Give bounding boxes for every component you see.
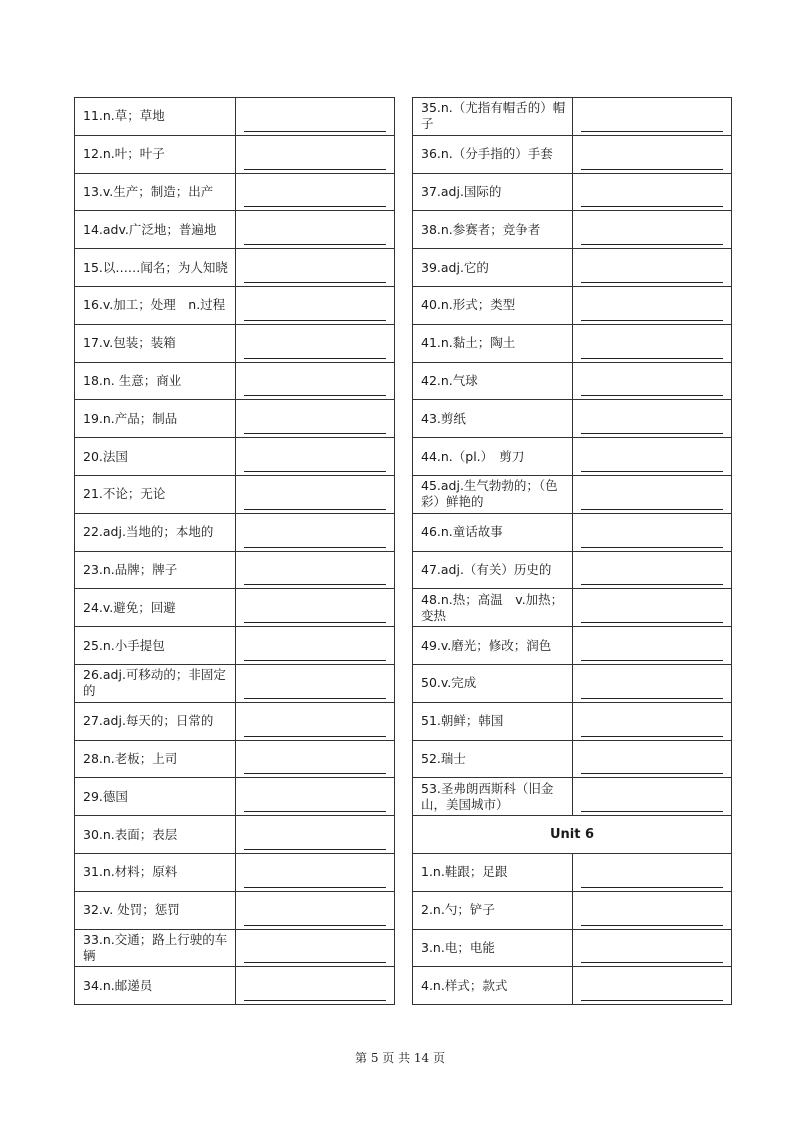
vocab-term: 21.不论；无论 — [75, 475, 236, 513]
vocab-term: 27.adj.每天的；日常的 — [75, 702, 236, 740]
answer-cell[interactable] — [236, 286, 395, 324]
vocab-row — [75, 664, 395, 702]
answer-cell[interactable] — [236, 816, 395, 854]
answer-blank-line — [581, 206, 723, 207]
vocab-row — [75, 135, 395, 173]
answer-blank-line — [244, 206, 386, 207]
vocab-row — [75, 475, 395, 513]
answer-blank-line — [581, 584, 723, 585]
answer-blank-line — [244, 320, 386, 321]
vocab-row — [413, 589, 732, 627]
answer-blank-line — [581, 773, 723, 774]
answer-cell[interactable] — [573, 891, 732, 929]
answer-blank-line — [581, 887, 723, 888]
answer-blank-line — [244, 547, 386, 548]
answer-cell[interactable] — [573, 135, 732, 173]
answer-cell[interactable] — [236, 589, 395, 627]
vocab-row — [413, 438, 732, 476]
vocab-term: 47.adj.（有关）历史的 — [413, 551, 573, 589]
vocab-term: 11.n.草；草地 — [75, 98, 236, 136]
answer-cell[interactable] — [573, 589, 732, 627]
vocab-row — [413, 475, 732, 513]
vocab-row — [75, 362, 395, 400]
answer-cell[interactable] — [573, 173, 732, 211]
answer-cell[interactable] — [573, 249, 732, 287]
vocab-term: 17.v.包装；装箱 — [75, 324, 236, 362]
vocab-row — [75, 929, 395, 967]
answer-cell[interactable] — [236, 98, 395, 136]
vocab-term: 12.n.叶；叶子 — [75, 135, 236, 173]
answer-blank-line — [244, 736, 386, 737]
vocab-row — [413, 513, 732, 551]
vocab-term: 50.v.完成 — [413, 664, 573, 702]
answer-blank-line — [581, 698, 723, 699]
answer-cell[interactable] — [236, 324, 395, 362]
vocab-term: 16.v.加工；处理 n.过程 — [75, 286, 236, 324]
vocab-term: 30.n.表面；表层 — [75, 816, 236, 854]
vocab-row — [413, 362, 732, 400]
vocab-row — [413, 211, 732, 249]
answer-cell[interactable] — [236, 853, 395, 891]
answer-blank-line — [244, 773, 386, 774]
vocab-term: 42.n.气球 — [413, 362, 573, 400]
vocab-term: 31.n.材料；原料 — [75, 853, 236, 891]
answer-cell[interactable] — [236, 249, 395, 287]
answer-cell[interactable] — [236, 967, 395, 1005]
vocab-row — [75, 853, 395, 891]
vocab-term: 19.n.产品；制品 — [75, 400, 236, 438]
answer-cell[interactable] — [573, 211, 732, 249]
answer-cell[interactable] — [236, 627, 395, 665]
vocab-row — [75, 816, 395, 854]
vocab-row — [75, 286, 395, 324]
answer-cell[interactable] — [236, 891, 395, 929]
answer-cell[interactable] — [236, 778, 395, 816]
vocab-table-right — [412, 97, 732, 1005]
answer-cell[interactable] — [573, 627, 732, 665]
vocab-term: 32.v. 处罚；惩罚 — [75, 891, 236, 929]
vocab-row — [413, 98, 732, 136]
answer-cell[interactable] — [236, 513, 395, 551]
answer-blank-line — [581, 962, 723, 963]
answer-cell[interactable] — [236, 438, 395, 476]
vocab-row — [75, 249, 395, 287]
vocab-row — [413, 400, 732, 438]
answer-cell[interactable] — [573, 362, 732, 400]
answer-cell[interactable] — [236, 702, 395, 740]
answer-cell[interactable] — [236, 211, 395, 249]
answer-blank-line — [244, 660, 386, 661]
vocab-term: 41.n.黏土；陶土 — [413, 324, 573, 362]
vocab-term: 28.n.老板；上司 — [75, 740, 236, 778]
answer-blank-line — [244, 1000, 386, 1001]
answer-cell[interactable] — [573, 664, 732, 702]
vocab-term: 24.v.避免；回避 — [75, 589, 236, 627]
vocab-row — [413, 627, 732, 665]
vocab-term: 35.n.（尤指有帽舌的）帽子 — [413, 98, 573, 136]
vocab-row — [75, 513, 395, 551]
vocab-term: 13.v.生产；制造；出产 — [75, 173, 236, 211]
answer-cell[interactable] — [573, 702, 732, 740]
vocab-term: 39.adj.它的 — [413, 249, 573, 287]
answer-cell[interactable] — [573, 324, 732, 362]
answer-blank-line — [581, 736, 723, 737]
vocab-term: 1.n.鞋跟；足跟 — [413, 853, 573, 891]
answer-blank-line — [581, 320, 723, 321]
vocab-term: 36.n.（分手指的）手套 — [413, 135, 573, 173]
vocab-term: 20.法国 — [75, 438, 236, 476]
vocab-term: 46.n.童话故事 — [413, 513, 573, 551]
answer-blank-line — [244, 433, 386, 434]
answer-cell[interactable] — [573, 98, 732, 136]
answer-blank-line — [581, 244, 723, 245]
answer-blank-line — [244, 584, 386, 585]
vocab-term: 44.n.（pl.） 剪刀 — [413, 438, 573, 476]
vocab-term: 51.朝鲜；韩国 — [413, 702, 573, 740]
vocab-table-left — [74, 97, 395, 1005]
vocab-term: 14.adv.广泛地；普遍地 — [75, 211, 236, 249]
vocab-row — [413, 778, 732, 816]
answer-blank-line — [581, 622, 723, 623]
answer-cell[interactable] — [573, 475, 732, 513]
answer-blank-line — [244, 962, 386, 963]
vocab-term: 4.n.样式；款式 — [413, 967, 573, 1005]
answer-cell[interactable] — [236, 740, 395, 778]
vocab-row — [75, 400, 395, 438]
vocab-row — [75, 778, 395, 816]
vocab-term: 22.adj.当地的；本地的 — [75, 513, 236, 551]
vocab-row — [75, 589, 395, 627]
vocab-term: 38.n.参赛者；竞争者 — [413, 211, 573, 249]
answer-blank-line — [581, 509, 723, 510]
unit-heading-row — [413, 816, 732, 854]
answer-cell[interactable] — [573, 513, 732, 551]
answer-blank-line — [581, 660, 723, 661]
vocab-row — [75, 438, 395, 476]
answer-blank-line — [244, 811, 386, 812]
answer-cell[interactable] — [236, 400, 395, 438]
answer-cell[interactable] — [573, 778, 732, 816]
vocab-row — [413, 853, 732, 891]
vocab-row — [75, 891, 395, 929]
answer-cell[interactable] — [236, 551, 395, 589]
answer-blank-line — [581, 358, 723, 359]
vocab-row — [413, 891, 732, 929]
answer-blank-line — [581, 282, 723, 283]
answer-cell[interactable] — [573, 438, 732, 476]
answer-blank-line — [581, 433, 723, 434]
vocab-term: 37.adj.国际的 — [413, 173, 573, 211]
answer-cell[interactable] — [573, 853, 732, 891]
page-footer: 第 5 页 共 14 页 — [355, 1051, 445, 1065]
answer-blank-line — [244, 358, 386, 359]
vocab-term: 26.adj.可移动的；非固定的 — [75, 664, 236, 702]
answer-blank-line — [244, 849, 386, 850]
vocab-term: 29.德国 — [75, 778, 236, 816]
answer-blank-line — [244, 509, 386, 510]
vocab-term: 34.n.邮递员 — [75, 967, 236, 1005]
vocab-term: 45.adj.生气勃勃的；（色彩）鲜艳的 — [413, 475, 573, 513]
answer-blank-line — [244, 395, 386, 396]
answer-blank-line — [244, 925, 386, 926]
answer-blank-line — [244, 169, 386, 170]
vocab-row — [75, 173, 395, 211]
answer-cell[interactable] — [573, 967, 732, 1005]
vocab-row — [75, 551, 395, 589]
answer-cell[interactable] — [236, 929, 395, 967]
answer-cell[interactable] — [236, 135, 395, 173]
answer-cell[interactable] — [236, 362, 395, 400]
answer-blank-line — [581, 1000, 723, 1001]
answer-blank-line — [244, 622, 386, 623]
vocab-term: 53.圣弗朗西斯科（旧金山，美国城市） — [413, 778, 573, 816]
answer-blank-line — [244, 244, 386, 245]
vocab-row — [413, 286, 732, 324]
vocab-row — [75, 967, 395, 1005]
answer-blank-line — [581, 547, 723, 548]
vocab-row — [75, 211, 395, 249]
answer-blank-line — [581, 395, 723, 396]
vocab-term: 23.n.品牌；牌子 — [75, 551, 236, 589]
vocab-term: 49.v.磨光；修改；润色 — [413, 627, 573, 665]
vocab-row — [75, 740, 395, 778]
vocab-row — [413, 929, 732, 967]
answer-cell[interactable] — [236, 475, 395, 513]
vocab-term: 52.瑞士 — [413, 740, 573, 778]
answer-blank-line — [581, 925, 723, 926]
vocab-row — [413, 249, 732, 287]
vocab-term: 33.n.交通；路上行驶的车辆 — [75, 929, 236, 967]
answer-blank-line — [244, 471, 386, 472]
answer-cell[interactable] — [573, 400, 732, 438]
answer-cell[interactable] — [573, 740, 732, 778]
answer-blank-line — [581, 471, 723, 472]
answer-blank-line — [581, 131, 723, 132]
vocab-row — [413, 664, 732, 702]
answer-blank-line — [581, 811, 723, 812]
answer-blank-line — [244, 698, 386, 699]
vocab-row — [75, 702, 395, 740]
answer-cell[interactable] — [573, 929, 732, 967]
vocab-row — [413, 324, 732, 362]
vocab-term: 48.n.热；高温 v.加热；变热 — [413, 589, 573, 627]
vocab-row — [75, 627, 395, 665]
vocab-row — [75, 98, 395, 136]
answer-cell[interactable] — [573, 551, 732, 589]
answer-cell[interactable] — [573, 286, 732, 324]
vocab-row — [413, 173, 732, 211]
answer-blank-line — [244, 282, 386, 283]
vocab-term: 3.n.电；电能 — [413, 929, 573, 967]
vocab-row — [413, 702, 732, 740]
vocab-row — [413, 551, 732, 589]
vocab-row — [75, 324, 395, 362]
answer-cell[interactable] — [236, 173, 395, 211]
answer-cell[interactable] — [236, 664, 395, 702]
vocab-term: 15.以……闻名；为人知晓 — [75, 249, 236, 287]
vocab-term: 40.n.形式；类型 — [413, 286, 573, 324]
vocab-term: 25.n.小手提包 — [75, 627, 236, 665]
answer-blank-line — [244, 887, 386, 888]
vocab-row — [413, 967, 732, 1005]
answer-blank-line — [581, 169, 723, 170]
answer-blank-line — [244, 131, 386, 132]
vocab-term: 43.剪纸 — [413, 400, 573, 438]
vocab-term: 2.n.勺；铲子 — [413, 891, 573, 929]
unit-heading: Unit 6 — [413, 816, 732, 854]
vocab-row — [413, 135, 732, 173]
vocab-term: 18.n. 生意；商业 — [75, 362, 236, 400]
vocab-row — [413, 740, 732, 778]
